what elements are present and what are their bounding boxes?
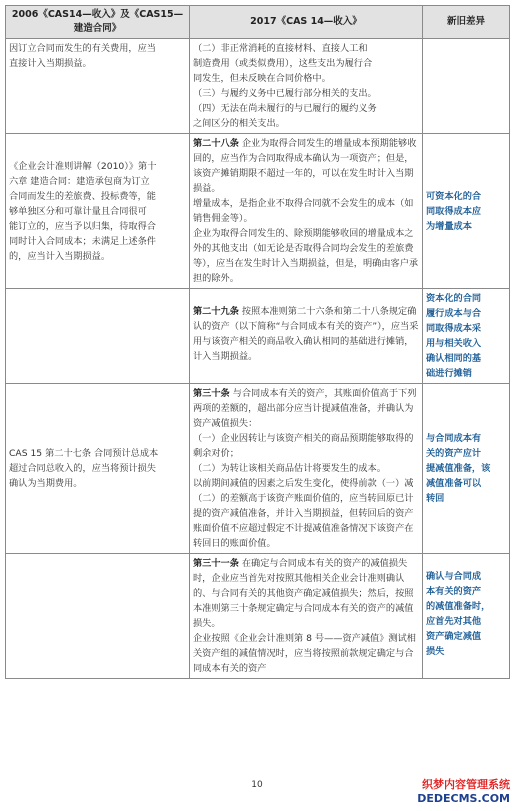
text-line: 履行成本与合	[426, 308, 482, 319]
table-row	[6, 554, 510, 679]
article-title: 第二十八条	[193, 138, 239, 149]
header-differences: 新旧差异	[423, 6, 510, 39]
text-line: 为增量成本	[426, 220, 472, 232]
header-new-standard: 2017《CAS 14—收入》	[190, 6, 423, 39]
text-line: 因订立合同而发生的有关费用，应当	[9, 43, 156, 54]
article-paragraph: （二）为转让该相关商品估计将要发生的成本。	[193, 463, 386, 474]
difference-cell	[423, 39, 510, 134]
text-line: 的减值准备时，	[426, 601, 491, 612]
text-line: 提减值准备，该	[426, 463, 491, 474]
article-text: 按照本准则第二十六条和第二十八条规定确认的资产（以下简称“与合同成本有关的资产”），应当采用与该资产相关的商品收入确认相同的基础进行摊销，计入当期损益。	[193, 306, 419, 362]
article-paragraph: 增量成本，是指企业不取得合同就不会发生的成本（如销售佣金等）。	[193, 198, 414, 224]
text-line: 《企业会计准则讲解（2010）》第十	[9, 160, 157, 172]
old-standard-cell	[6, 289, 190, 384]
watermark-title: 织梦内容管理系统	[422, 778, 510, 791]
difference-cell	[423, 289, 510, 384]
text-line: 能订立的，应当予以归集，待取得合	[9, 220, 156, 232]
difference-cell	[423, 384, 510, 554]
table-row	[6, 134, 510, 289]
new-standard-cell	[190, 384, 423, 554]
article-title: 第三十条	[193, 388, 230, 399]
old-standard-cell	[6, 134, 190, 289]
text-line: 够单独区分和可靠计量且合同很可	[9, 205, 147, 217]
text-line: 确认相同的基	[426, 353, 482, 364]
text-line: （四）无法在尚未履行的与已履行的履约义务	[193, 103, 377, 114]
article-paragraph: 企业按照《企业会计准则第 8 号——资产减值》测试相关资产组的减值情况时，应当将按照前款规定确定与合同成本有关的资产	[193, 633, 416, 674]
text-line: （三）与履约义务中已履行部分相关的支出。	[193, 88, 377, 99]
article-paragraph: 企业为取得合同发生的、除预期能够收回的增量成本之外的其他支出（如无论是否取得合同均会发生的差旅费等），应当在发生时计入当期损益，但是，明确由客户承担的除外。	[193, 228, 419, 284]
page-number: 10	[251, 780, 263, 790]
article-paragraph: （一）企业因转让与该资产相关的商品预期能够取得的剩余对价；	[193, 433, 414, 459]
table-row	[6, 39, 510, 134]
article-text: 在确定与合同成本有关的资产的减值损失时，企业应当首先对按照其他相关企业会计准则确认的、与合同有关的其他资产确定减值损失；然后，按照本准则第三十条规定确定与合同成本有关的资产的减值损失。	[193, 558, 414, 629]
text-line: 同取得成本应	[426, 205, 482, 217]
old-standard-cell	[6, 384, 190, 554]
header-old-standard: 2006《CAS14—收入》及《CAS15—建造合同》	[6, 6, 190, 39]
text-line: 可资本化的合	[426, 190, 482, 202]
table-row	[6, 289, 510, 384]
article-paragraph	[193, 386, 419, 431]
new-standard-cell	[190, 554, 423, 679]
difference-cell	[423, 134, 510, 289]
article-text: 与合同成本有关的资产，其账面价值高于下列两项的差额的，超出部分应当计提减值准备，并确认为资产减值损失：	[193, 388, 417, 429]
text-line: 同取得成本采	[426, 323, 482, 334]
text-line: 用与相关收入	[426, 338, 482, 349]
new-standard-cell	[190, 134, 423, 289]
article-text: 企业为取得合同发生的增量成本预期能够收回的，应当作为合同取得成本确认为一项资产；但是，该资产摊销期限不超过一年的，可以在发生时计入当期损益。	[193, 138, 417, 194]
article-paragraph: 以前期间减值的因素之后发生变化，使得前款（一）减（二）的差额高于该资产账面价值的，应当转回原已计提的资产减值准备，并计入当期损益，但转回后的资产账面价值不应超过假定不计提减值准备情况下该资产在转回日的账面价值。	[193, 478, 414, 549]
new-standard-cell	[190, 289, 423, 384]
text-line: 与合同成本有	[426, 433, 482, 444]
comparison-table	[5, 5, 510, 679]
watermark-url: DEDECMS.COM	[417, 792, 510, 805]
text-line: 同时计入合同成本；未满足上述条件	[9, 235, 156, 247]
text-line: CAS 15 第二十七条 合同预计总成本	[9, 448, 159, 459]
text-line: 关的资产应计	[426, 448, 482, 459]
text-line: 应首先对其他	[426, 616, 482, 627]
text-line: 之间区分的相关支出。	[193, 118, 285, 129]
text-line: 损失	[426, 646, 445, 657]
text-line: 合同而发生的差旅费、投标费等，能	[9, 190, 156, 202]
old-standard-cell	[6, 554, 190, 679]
text-line: 六章 建造合同：建造承包商为订立	[9, 175, 150, 187]
text-line: 直接计入当期损益。	[9, 58, 92, 69]
article-paragraph	[193, 304, 419, 364]
text-line: 同发生，但未反映在合同价格中。	[193, 73, 331, 84]
article-title: 第二十九条	[193, 306, 239, 317]
text-line: 确认为当期费用。	[9, 478, 83, 489]
text-line: 资本化的合同	[426, 293, 482, 304]
text-line: 转回	[426, 493, 445, 504]
watermark	[417, 778, 510, 806]
text-line: 确认与合同成	[426, 571, 482, 582]
difference-cell	[423, 554, 510, 679]
text-line: 减值准备可以	[426, 478, 482, 489]
header-row	[6, 6, 510, 39]
text-line: 制造费用（或类似费用），这些支出为履行合	[193, 58, 373, 69]
text-line: 的，应当计入当期损益。	[9, 250, 111, 262]
article-title: 第三十一条	[193, 558, 239, 569]
text-line: 超过合同总收入的，应当将预计损失	[9, 463, 156, 474]
new-standard-cell	[190, 39, 423, 134]
text-line: 础进行摊销	[426, 368, 472, 379]
article-paragraph	[193, 556, 419, 631]
text-line: 本有关的资产	[426, 586, 482, 597]
table-row	[6, 384, 510, 554]
article-paragraph	[193, 136, 419, 196]
old-standard-cell	[6, 39, 190, 134]
text-line: 资产确定减值	[426, 631, 482, 642]
text-line: （二）非正常消耗的直接材料、直接人工和	[193, 43, 368, 54]
